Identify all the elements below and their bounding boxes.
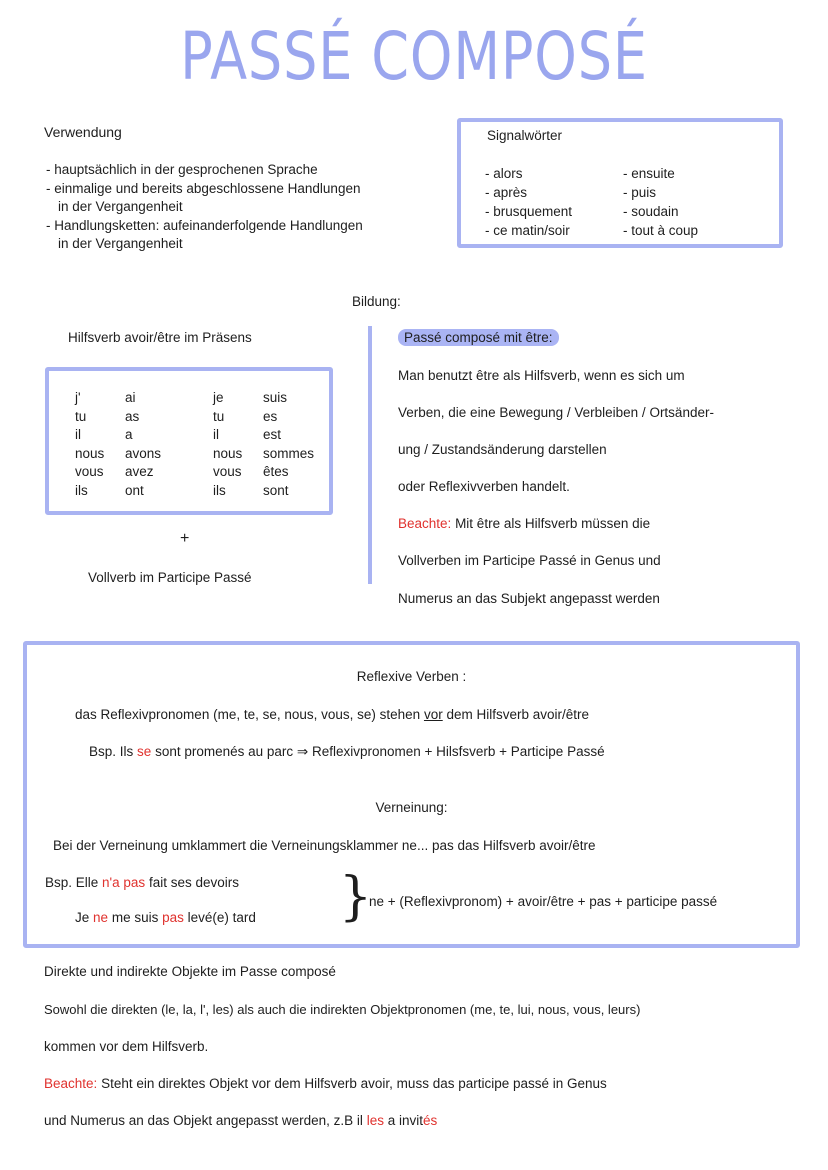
bildung-heading: Bildung: (352, 294, 401, 309)
pronoun: ils (213, 482, 226, 498)
etre-beachte-line: Vollverben im Participe Passé in Genus und (398, 553, 661, 568)
reflexive-heading: Reflexive Verben : (356, 669, 467, 684)
signalwoerter-col1 (485, 164, 572, 240)
curly-brace-icon: } (339, 867, 373, 927)
pronoun: nous (75, 445, 105, 461)
verwendung-item: in der Vergangenheit (58, 236, 183, 251)
signalwoerter-heading: Signalwörter (487, 128, 563, 143)
etre-line: ung / Zustandsänderung darstellen (398, 442, 607, 457)
example-text: levé(e) tard (187, 910, 256, 925)
etre-line: Man benutzt être als Hilfsverb, wenn es sich um (398, 368, 685, 383)
verb-form: ont (125, 482, 144, 498)
signalwort: - alors (485, 166, 523, 181)
example-pas: pas (123, 875, 146, 890)
signalwort: - puis (623, 185, 657, 200)
verwendung-item: in der Vergangenheit (58, 199, 183, 214)
verwendung-heading: Verwendung (44, 124, 122, 140)
example-text: und Numerus an das Objekt angepasst werden, z.B il (44, 1113, 363, 1128)
verb-form: a (125, 427, 133, 442)
signalwort: - tout à coup (623, 223, 699, 238)
objekte-beachte (44, 1076, 607, 1091)
example-text: sont promenés au parc ⇒ Reflexivpronomen + Hilsfsverb + Participe Passé (155, 744, 605, 759)
reflexive-line (75, 707, 589, 722)
verwendung-item: - Handlungsketten: aufeinanderfolgende Handlungen (46, 218, 363, 233)
verb-form: sont (263, 482, 289, 498)
verb-form: avez (125, 464, 154, 479)
verb-form: ai (125, 390, 136, 405)
verwendung-item: - einmalige und bereits abgeschlossene Handlungen (46, 181, 361, 196)
signalwort: - ensuite (623, 166, 675, 181)
etre-line: oder Reflexivverben handelt. (398, 479, 570, 494)
section-divider (368, 326, 372, 584)
conjugation-table (75, 389, 320, 500)
verb-form: es (263, 408, 278, 424)
hilfsverb-heading: Hilfsverb avoir/être im Präsens (68, 330, 252, 345)
reflexive-text: das Reflexivpronomen (me, te, se, nous, vous, se) stehen (75, 707, 421, 722)
example-text: Bsp. Elle (45, 875, 99, 890)
page-title: PASSÉ COMPOSÉ (180, 18, 648, 95)
verb-form: as (125, 408, 140, 424)
objekte-line: Sowohl die direkten (le, la, l', les) als auch die indirekten Objektpronomen (me, te, lui, nous, vous, leurs) (44, 1002, 641, 1017)
conjugation-box (45, 367, 333, 515)
signalwoerter-col2 (623, 164, 698, 240)
pronoun: il (75, 427, 81, 442)
etre-line: Verben, die eine Bewegung / Verbleiben / Ortsänder- (398, 405, 714, 420)
beachte-label: Beachte: (44, 1076, 98, 1091)
beachte-label: Beachte: (398, 516, 452, 531)
example-text: Je (75, 910, 90, 925)
pronoun: il (213, 427, 220, 442)
example-ending: és (423, 1113, 438, 1128)
verneinung-line: Bei der Verneinung umklammert die Verneinungsklammer ne... pas das Hilfsverb avoir/être (53, 838, 596, 853)
signalwort: - après (485, 185, 528, 200)
verb-form: sommes (263, 445, 315, 461)
example-ne: n'a (102, 875, 120, 890)
pronoun: nous (213, 445, 243, 461)
verneinung-heading: Verneinung: (375, 800, 448, 815)
signalwort: - soudain (623, 204, 679, 219)
etre-beachte-line: Numerus an das Subjekt angepasst werden (398, 591, 660, 606)
pronoun: tu (75, 408, 87, 424)
example-text: fait ses devoirs (148, 875, 239, 890)
reflexive-vor: vor (423, 707, 443, 722)
plus-sign: + (180, 530, 190, 547)
example-se: se (137, 744, 152, 759)
example-text: a invit (387, 1113, 424, 1128)
pronoun: je (213, 390, 224, 405)
pronoun: ils (75, 482, 88, 498)
example-les: les (366, 1113, 384, 1128)
verwendung-item: - hauptsächlich in der gesprochenen Sprache (46, 162, 318, 177)
example-pas: pas (162, 910, 184, 925)
example-text: me suis (111, 910, 159, 925)
verb-form: avons (125, 445, 162, 461)
pronoun: vous (75, 464, 104, 479)
verb-form: suis (263, 390, 288, 405)
objekte-example (44, 1113, 437, 1128)
verneinung-formula: ne + (Reflexivpronom) + avoir/être + pas + participe passé (369, 894, 718, 909)
verneinung-example-2 (75, 910, 256, 925)
example-ne: ne (93, 910, 109, 925)
pronoun: vous (213, 464, 242, 479)
verb-form: est (263, 427, 282, 442)
etre-beachte (398, 516, 650, 531)
pronoun: tu (213, 408, 225, 424)
verneinung-example-1 (45, 875, 239, 890)
beachte-text: Mit être als Hilfsverb müssen die (455, 516, 651, 531)
objekte-line: kommen vor dem Hilfsverb. (44, 1039, 209, 1054)
beachte-text: Steht ein direktes Objekt vor dem Hilfsverb avoir, muss das participe passé in Genus (101, 1076, 607, 1091)
objekte-heading: Direkte und indirekte Objekte im Passe composé (44, 964, 336, 979)
reflexive-example (89, 744, 605, 760)
signalwort: - ce matin/soir (485, 223, 570, 238)
vollverb-label: Vollverb im Participe Passé (88, 570, 252, 585)
signalwoerter-box (457, 118, 783, 248)
etre-heading-highlight: Passé composé mit être: (398, 329, 559, 346)
example-text: Bsp. Ils (89, 744, 134, 759)
verb-form: êtes (263, 464, 289, 479)
pronoun: j' (75, 390, 81, 405)
reflexive-text: dem Hilfsverb avoir/être (446, 707, 590, 722)
signalwort: - brusquement (485, 204, 573, 219)
reflexive-verneinung-box (23, 641, 800, 948)
etre-heading (398, 330, 559, 345)
